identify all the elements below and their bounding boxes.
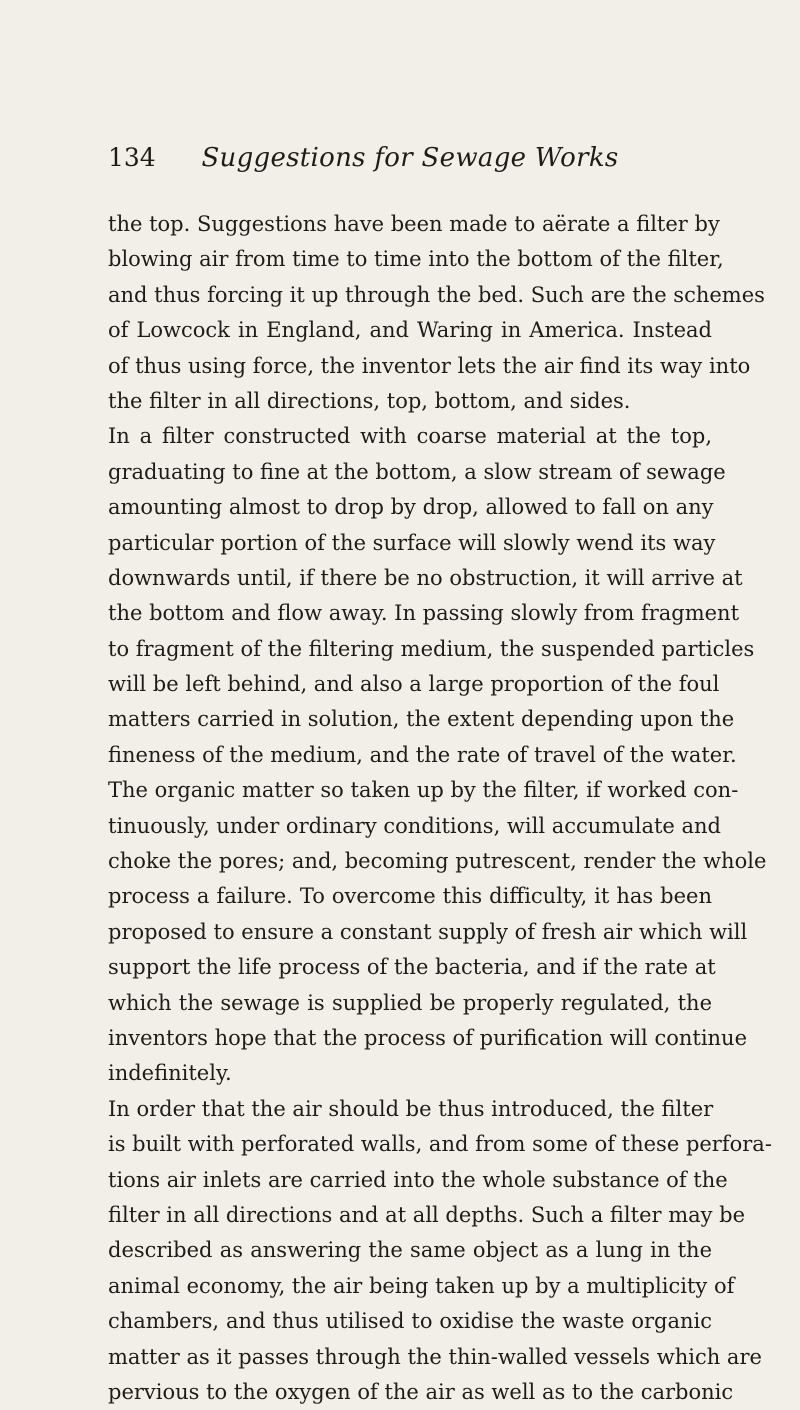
text-line: choke the pores; and, becoming putrescent, render the whole <box>108 849 767 874</box>
text-line: described as answering the same object as a lung in the <box>108 1238 712 1263</box>
text-line: the top. Suggestions have been made to aërate a filter by <box>108 212 720 236</box>
text-line: chambers, and thus utilised to oxidise the waste organic <box>108 1309 712 1334</box>
text-line: of Lowcock in England, and Waring in America. Instead <box>108 318 712 343</box>
text-line: graduating to fine at the bottom, a slow stream of sewage <box>108 459 726 484</box>
text-line: process a failure. To overcome this difficulty, it has been <box>108 884 712 909</box>
text-line: pervious to the oxygen of the air as well as to the carbonic <box>108 1379 734 1404</box>
running-title: Suggestions for Sewage Works <box>201 143 619 173</box>
text-line: animal economy, the air being taken up by a multiplicity of <box>108 1273 735 1298</box>
text-line: amounting almost to drop by drop, allowed to fall on any <box>108 495 714 520</box>
text-line: is built with perforated walls, and from some of these perfora- <box>108 1132 772 1157</box>
text-line: and thus forcing it up through the bed. Such are the schemes <box>108 282 765 307</box>
text-line: blowing air from time to time into the bottom of the filter, <box>108 247 724 272</box>
text-line: matters carried in solution, the extent depending upon the <box>108 707 735 732</box>
text-line: to fragment of the filtering medium, the suspended particles <box>108 636 755 661</box>
text-line: filter in all directions and at all depths. Such a filter may be <box>108 1202 746 1227</box>
text-line: In order that the air should be thus introduced, the filter <box>108 1096 714 1121</box>
text-line: tinuously, under ordinary conditions, will accumulate and <box>108 813 721 838</box>
text-line: inventors hope that the process of purification will continue <box>108 1025 748 1050</box>
body-text <box>108 207 772 1410</box>
text-line: proposed to ensure a constant supply of fresh air which will <box>108 919 748 944</box>
text-line: support the life process of the bacteria, and if the rate at <box>108 955 716 980</box>
text-line: of thus using force, the inventor lets the air find its way into <box>108 353 751 378</box>
text-line: particular portion of the surface will slowly wend its way <box>108 530 716 555</box>
page-number: 134 <box>108 143 156 172</box>
text-line: matter as it passes through the thin-walled vessels which are <box>108 1344 762 1369</box>
text-line: downwards until, if there be no obstruction, it will arrive at <box>108 565 743 590</box>
text-line: fineness of the medium, and the rate of travel of the water. <box>108 742 737 767</box>
text-line: The organic matter so taken up by the filter, if worked con- <box>108 778 739 803</box>
text-line: tions air inlets are carried into the whole substance of the <box>108 1167 728 1192</box>
text-line: which the sewage is supplied be properly regulated, the <box>108 990 712 1015</box>
text-line: the filter in all directions, top, bottom, and sides. <box>108 388 631 413</box>
text-line: the bottom and flow away. In passing slowly from fragment <box>108 601 740 626</box>
text-line: will be left behind, and also a large proportion of the foul <box>108 672 720 697</box>
page-header <box>108 138 712 178</box>
text-line: indefinitely. <box>108 1061 232 1086</box>
text-line: In a filter constructed with coarse material at the top, <box>108 424 712 449</box>
